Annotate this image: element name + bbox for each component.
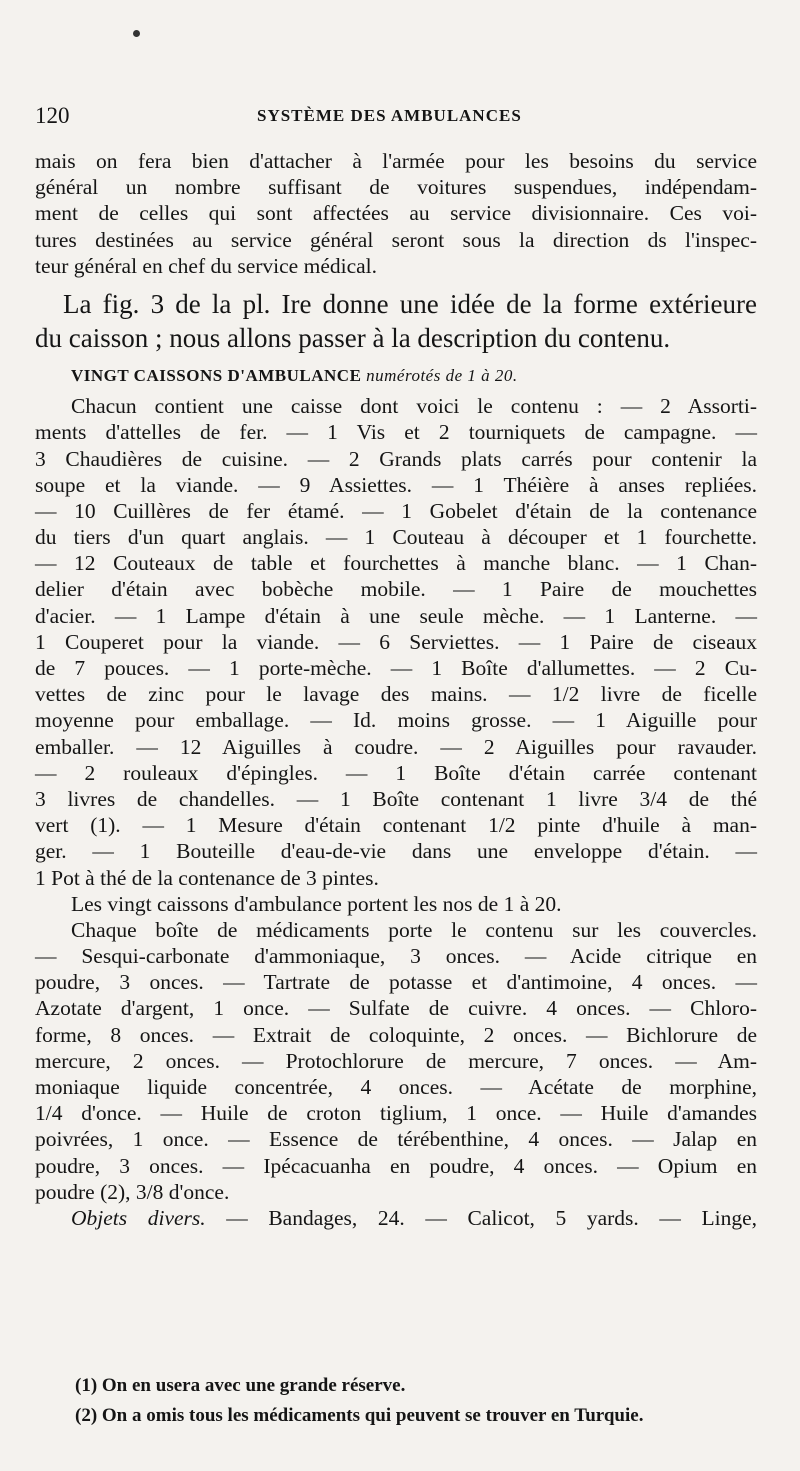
footnotes xyxy=(75,1371,765,1431)
text-line: emballer. — 12 Aiguilles à coudre. — 2 Aiguilles pour ravauder. xyxy=(35,734,757,759)
text-line: ment de celles qui sont affectées au service divisionnaire. Ces voi- xyxy=(35,201,757,226)
section-subheading xyxy=(35,363,757,389)
objets-divers-text: — Bandages, 24. — Calicot, 5 yards. — Linge, xyxy=(226,1205,757,1230)
text-line: moyenne pour emballage. — Id. moins grosse. — 1 Aiguille pour xyxy=(35,708,757,733)
text-line: 3 Chaudières de cuisine. — 2 Grands plats carrés pour contenir la xyxy=(35,446,757,471)
text-line: ger. — 1 Bouteille d'eau-de-vie dans une enveloppe d'étain. — xyxy=(35,839,757,864)
text-line: 1 Pot à thé de la contenance de 3 pintes. xyxy=(35,865,379,890)
text-line: général un nombre suffisant de voitures suspendues, indépendam- xyxy=(35,175,757,200)
text-line: vert (1). — 1 Mesure d'étain contenant 1/2 pinte d'huile à man- xyxy=(35,813,757,838)
paragraph-figure xyxy=(35,287,757,355)
page-number: 120 xyxy=(35,103,70,128)
text-line: mais on fera bien d'attacher à l'armée pour les besoins du service xyxy=(35,149,757,173)
text-line: — Sesqui-carbonate d'ammoniaque, 3 onces. — Acide citrique en xyxy=(35,944,757,969)
text-line: du tiers d'un quart anglais. — 1 Couteau à découper et 1 fourchette. xyxy=(35,525,757,550)
text-line: ments d'attelles de fer. — 1 Vis et 2 tourniquets de campagne. — xyxy=(35,420,757,445)
text-line: 1/4 d'once. — Huile de croton tiglium, 1 once. — Huile d'amandes xyxy=(35,1101,757,1126)
subheading-italic: numérotés de 1 à 20. xyxy=(366,365,518,385)
text-line: poudre, 3 onces. — Tartrate de potasse et d'antimoine, 4 onces. — xyxy=(35,970,757,995)
footnote-2: (2) On a omis tous les médicaments qui peuvent se trouver en Turquie. xyxy=(75,1405,644,1426)
text-line: soupe et la viande. — 9 Assiettes. — 1 Théière à anses repliées. xyxy=(35,472,757,497)
text-line: 1 Couperet pour la viande. — 6 Serviettes. — 1 Paire de ciseaux xyxy=(35,629,757,654)
text-line: Azotate d'argent, 1 once. — Sulfate de cuivre. 4 onces. — Chloro- xyxy=(35,996,757,1021)
page-header xyxy=(35,103,755,133)
text-line: — 2 rouleaux d'épingles. — 1 Boîte d'étain carrée contenant xyxy=(35,760,757,785)
text-line: 3 livres de chandelles. — 1 Boîte contenant 1 livre 3/4 de thé xyxy=(35,786,757,811)
paragraph-objets-divers xyxy=(35,1205,757,1231)
footnote-1: (1) On en usera avec une grande réserve. xyxy=(75,1375,406,1396)
text-line: delier d'étain avec bobèche mobile. — 1 Paire de mouchettes xyxy=(35,577,757,602)
text-line: forme, 8 onces. — Extrait de coloquinte, 2 onces. — Bichlorure de xyxy=(35,1022,757,1047)
text-line: poudre (2), 3/8 d'once. xyxy=(35,1179,230,1204)
text-line: mercure, 2 onces. — Protochlorure de mercure, 7 onces. — Am- xyxy=(35,1048,757,1073)
text-line: — 10 Cuillères de fer étamé. — 1 Gobelet d'étain de la contenance xyxy=(35,498,757,523)
paragraph-voitures xyxy=(35,148,757,279)
text-line: du caisson ; nous allons passer à la description du contenu. xyxy=(35,322,671,353)
paragraph-medicaments xyxy=(35,917,757,1205)
text-line: tures destinées au service général seront sous la direction ds l'inspec- xyxy=(35,227,757,252)
text-line: — 12 Couteaux de table et fourchettes à manche blanc. — 1 Chan- xyxy=(35,551,757,576)
text-line: Chaque boîte de médicaments porte le contenu sur les couvercles. xyxy=(71,917,757,942)
objets-divers-label: Objets divers. xyxy=(71,1205,206,1230)
page-body xyxy=(35,148,757,1231)
text-line: moniaque liquide concentrée, 4 onces. — Acétate de morphine, xyxy=(35,1075,757,1099)
text-line: poudre, 3 onces. — Ipécacuanha en poudre, 4 onces. — Opium en xyxy=(35,1153,757,1178)
running-title: SYSTÈME DES AMBULANCES xyxy=(257,106,522,125)
paragraph-contenu xyxy=(35,393,757,891)
text-line: de 7 pouces. — 1 porte-mèche. — 1 Boîte d'allumettes. — 2 Cu- xyxy=(35,656,757,680)
paragraph-numeros: Les vingt caissons d'ambulance portent les nos de 1 à 20. xyxy=(71,891,562,916)
ink-speck xyxy=(133,30,140,37)
text-line: d'acier. — 1 Lampe d'étain à une seule mèche. — 1 Lanterne. — xyxy=(35,603,757,628)
text-line: vettes de zinc pour le lavage des mains. — 1/2 livre de ficelle xyxy=(35,682,757,707)
subheading-caps: VINGT CAISSONS D'AMBULANCE xyxy=(71,365,362,385)
text-line: poivrées, 1 once. — Essence de térébenthine, 4 onces. — Jalap en xyxy=(35,1127,757,1152)
text-line: Chacun contient une caisse dont voici le contenu : — 2 Assorti- xyxy=(71,394,757,419)
text-line: La fig. 3 de la pl. Ire donne une idée de la forme extérieure xyxy=(63,288,757,319)
text-line: teur général en chef du service médical. xyxy=(35,253,378,278)
